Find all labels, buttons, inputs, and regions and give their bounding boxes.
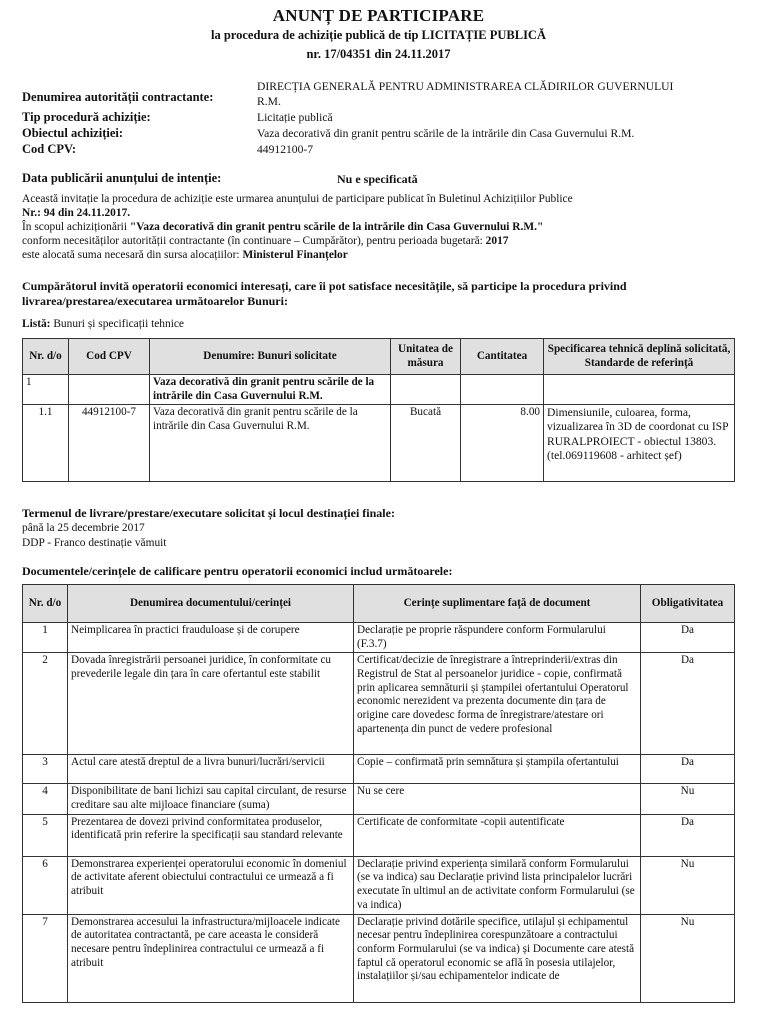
procedure-type-value: Licitație publică	[257, 111, 333, 124]
docs-row-req: Declarație pe proprie răspundere conform Formularului (F.3.7)	[354, 623, 641, 653]
goods-row1-nr: 1	[23, 375, 69, 405]
intro-line4-prefix: conform necesităților autorității contractante (în continuare – Cumpărător), pentru perioada bugetară:	[22, 235, 486, 247]
goods-row1-cpv	[69, 375, 150, 405]
docs-row-mand: Nu	[641, 914, 735, 1002]
docs-table-header	[23, 585, 735, 623]
table-row	[23, 755, 735, 784]
object-value: Vaza decorativă din granit pentru scările de la intrările din Casa Guvernului R.M.	[257, 127, 635, 140]
goods-row1-spec	[544, 375, 735, 405]
list-label	[22, 318, 184, 332]
docs-row-name: Actul care atestă dreptul de a livra bunuri/lucrări/servicii	[68, 755, 354, 784]
goods-row2-unit: Bucată	[391, 405, 461, 482]
intro-line3-prefix: În scopul achiziționării	[22, 221, 130, 233]
docs-row-nr: 4	[23, 784, 68, 814]
docs-row-req: Certificat/decizie de înregistrare a întreprinderii/extras din Registrul de Stat al persoanelor juridice - copie, confirmată prin aplicarea semnăturii și ștampilei ofertantului Operatorul economic nerezident va prezenta documente din țara de origine care dovedesc forma de înregistrare/atestare ori apartenența din punct de vedere profesional	[354, 653, 641, 755]
docs-row-req: Nu se cere	[354, 784, 641, 814]
docs-row-name: Demonstrarea accesului la infrastructura/mijloacele indicate de autoritatea contractantă, pe care aceasta le consideră necesare pentru îndeplinirea contractului ce urmează a fi atribuit	[68, 914, 354, 1002]
table-row	[23, 814, 735, 856]
table-row	[23, 405, 735, 482]
procedure-type-label: Tip procedură achiziție:	[22, 110, 151, 124]
goods-row1-unit	[391, 375, 461, 405]
document-number: nr. 17/04351 din 24.11.2017	[306, 47, 451, 61]
intro-line1: Această invitație la procedura de achiziție este urmarea anunțului de participare publicat în Buletinul Achizițiilor Publice	[22, 193, 573, 205]
delivery-title: Termenul de livrare/prestare/executare solicitat și locul destinației finale:	[22, 506, 395, 520]
intro-line4	[22, 235, 508, 249]
goods-row1-qty	[461, 375, 544, 405]
list-label-bold: Listă:	[22, 318, 51, 330]
goods-row2-cpv: 44912100-7	[69, 405, 150, 482]
docs-title: Documentele/cerințele de calificare pentru operatorii economici includ următoarele:	[22, 564, 453, 578]
table-row	[23, 914, 735, 1002]
goods-table-header	[23, 339, 735, 375]
intent-label: Data publicării anunțului de intenție:	[22, 171, 222, 185]
docs-row-nr: 3	[23, 755, 68, 784]
docs-table	[22, 584, 735, 1003]
docs-row-req: Declarație privind dotările specifice, utilajul și echipamentul necesar pentru îndeplinirea corespunzătoare a contractului conform Formularului (se va indica) și Documente care atestă faptul că operatorul economic se află în posesia utilajelor, instalațiilor și/sau echipamentelor indicate de	[354, 914, 641, 1002]
goods-header-spec: Specificarea tehnică deplină solicitată, Standarde de referință	[544, 339, 735, 375]
goods-header-unit: Unitatea de măsura	[391, 339, 461, 375]
docs-row-name: Neimplicarea în practici frauduloase și de corupere	[68, 623, 354, 653]
docs-row-mand: Da	[641, 814, 735, 856]
intro-line3	[22, 221, 543, 235]
goods-row2-nr: 1.1	[23, 405, 69, 482]
docs-row-nr: 7	[23, 914, 68, 1002]
document-title: ANUNȚ DE PARTICIPARE	[272, 6, 485, 25]
goods-table	[22, 338, 735, 482]
goods-header-name: Denumire: Bunuri solicitate	[150, 339, 391, 375]
docs-header-nr: Nr. d/o	[23, 585, 68, 623]
document-subtitle: la procedura de achiziție publică de tip LICITAȚIE PUBLICĂ	[211, 28, 546, 42]
intro-line5	[22, 249, 348, 263]
invite-line1: Cumpărătorul invită operatorii economici interesați, care îi pot satisface necesitățile, să participe la procedura privind	[22, 279, 627, 293]
delivery-terms: DDP - Franco destinație vămuit	[22, 537, 167, 549]
goods-header-qty: Cantitatea	[461, 339, 544, 375]
goods-header-cpv: Cod CPV	[69, 339, 150, 375]
docs-row-mand: Da	[641, 623, 735, 653]
docs-header-name: Denumirea documentului/cerinței	[68, 585, 354, 623]
docs-header-mand: Obligativitatea	[641, 585, 735, 623]
docs-row-nr: 2	[23, 653, 68, 755]
docs-row-mand: Da	[641, 755, 735, 784]
table-row	[23, 623, 735, 653]
funding-source: Ministerul Finanțelor	[242, 249, 348, 261]
intro-line2: Nr.: 94 din 24.11.2017.	[22, 207, 131, 219]
docs-row-nr: 5	[23, 814, 68, 856]
object-label: Obiectul achiziției:	[22, 126, 124, 140]
table-row	[23, 375, 735, 405]
docs-row-mand: Nu	[641, 784, 735, 814]
intro-line3-object: "Vaza decorativă din granit pentru scările de la intrările din Casa Guvernului R.M."	[129, 221, 544, 233]
cpv-value: 44912100-7	[257, 143, 314, 156]
docs-row-req: Declarație privind experiența similară conform Formularului (se va indica) sau Declarație privind lista principalelor lucrări executate în ultimul an de activitate conform Formularului (se va indica)	[354, 856, 641, 914]
delivery-deadline: până la 25 decembrie 2017	[22, 522, 145, 534]
goods-row1-name: Vaza decorativă din granit pentru scările de la intrările din Casa Guvernului R.M.	[150, 375, 391, 405]
intent-value: Nu e specificată	[337, 172, 418, 186]
table-row	[23, 653, 735, 755]
docs-row-name: Dovada înregistrării persoanei juridice, în conformitate cu prevederile legale din țara în care ofertantul este stabilit	[68, 653, 354, 755]
docs-row-name: Demonstrarea experienței operatorului economic în domeniul de activitate aferent obiectului contractului ce urmează a fi atribuit	[68, 856, 354, 914]
authority-value-line2: R.M.	[257, 95, 281, 108]
list-label-text: Bunuri și specificații tehnice	[50, 318, 184, 330]
docs-row-nr: 1	[23, 623, 68, 653]
docs-row-nr: 6	[23, 856, 68, 914]
docs-row-mand: Da	[641, 653, 735, 755]
goods-row2-qty: 8.00	[461, 405, 544, 482]
goods-row2-name: Vaza decorativă din granit pentru scările de la intrările din Casa Guvernului R.M.	[150, 405, 391, 482]
docs-row-mand: Nu	[641, 856, 735, 914]
docs-row-req: Certificate de conformitate -copii autentificate	[354, 814, 641, 856]
authority-value-line1: DIRECȚIA GENERALĂ PENTRU ADMINISTRAREA CLĂDIRILOR GUVERNULUI	[257, 80, 674, 93]
intro-line5-prefix: este alocată suma necesară din sursa alocațiilor:	[22, 249, 243, 261]
goods-row2-spec: Dimensiunile, culoarea, forma, vizualizarea în 3D de coordonat cu ISP RURALPROIECT - obiectul 13803. (tel.069119608 - arhitect șef)	[544, 405, 735, 482]
table-row	[23, 784, 735, 814]
cpv-label: Cod CPV:	[22, 142, 77, 156]
docs-row-name: Disponibilitate de bani lichizi sau capital circulant, de resurse creditare sau alte mijloace financiare (suma)	[68, 784, 354, 814]
authority-label: Denumirea autorității contractante:	[22, 90, 214, 104]
invite-line2: livrarea/prestarea/executarea următoarelor Bunuri:	[22, 294, 288, 308]
goods-header-nr: Nr. d/o	[23, 339, 69, 375]
table-row	[23, 856, 735, 914]
docs-header-req: Cerințe suplimentare față de document	[354, 585, 641, 623]
budget-period: 2017	[485, 235, 509, 247]
docs-row-req: Copie – confirmată prin semnătura și ștampila ofertantului	[354, 755, 641, 784]
docs-row-name: Prezentarea de dovezi privind conformitatea produselor, identificată prin referire la specificații sau standard relevante	[68, 814, 354, 856]
